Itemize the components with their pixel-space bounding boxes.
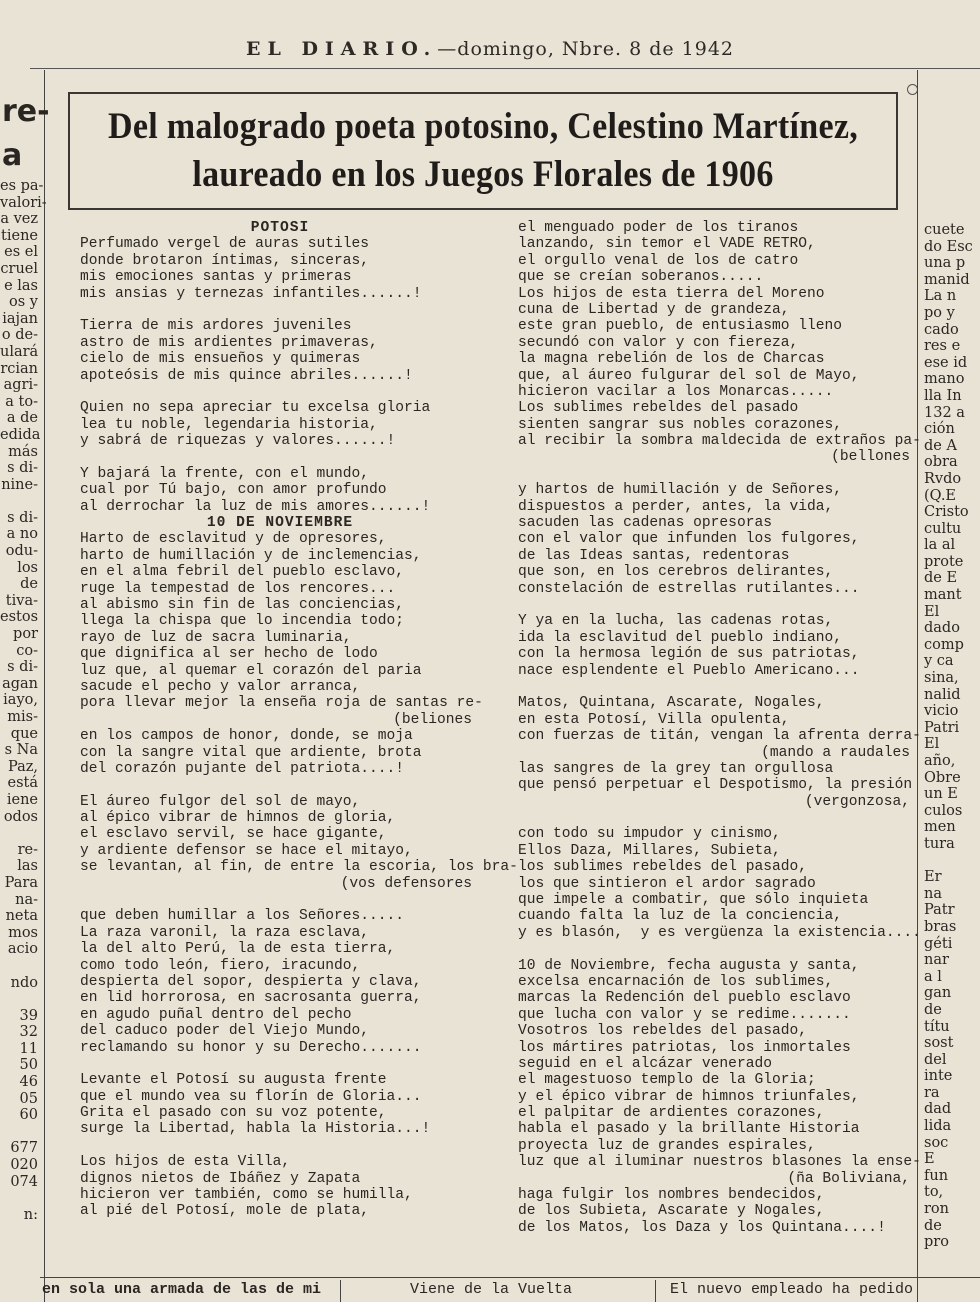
poem-line: Quien no sepa apreciar tu excelsa gloria xyxy=(80,400,431,417)
poem-line: (beliones xyxy=(393,711,472,728)
poem-line: Los sublimes rebeldes del pasado xyxy=(518,400,799,417)
fragment-line: a to- xyxy=(5,393,38,410)
fragment-line: iene xyxy=(6,791,38,808)
poem-line: que pensó perpetuar el Despotismo, la presión xyxy=(518,777,913,794)
fragment-line: inte xyxy=(924,1068,953,1085)
column-divider-left xyxy=(44,70,45,1302)
fragment-line: mano xyxy=(924,371,965,388)
fragment-line: tiene xyxy=(1,227,38,244)
poem-line xyxy=(518,810,918,826)
fragment-line: os y xyxy=(9,294,38,311)
fragment-line: 39 xyxy=(19,1007,38,1024)
fragment-line: La n xyxy=(924,288,957,305)
article-title: Del malogrado poeta potosino, Celestino Martínez, laureado en los Juegos Florales de 1906 xyxy=(107,106,859,195)
poem-column-left xyxy=(80,220,518,1220)
poem-line xyxy=(80,1056,480,1072)
fragment-line: de xyxy=(924,1217,942,1234)
fragment-line: a l xyxy=(924,968,942,985)
poem-section-title: POTOSI xyxy=(250,220,310,236)
poem-line: que dignifica al ser hecho de lodo xyxy=(80,646,378,663)
fragment-line: año, xyxy=(924,753,956,769)
fragment-line: ra xyxy=(924,1084,940,1101)
poem-line: de los Matos, los Daza y los Quintana....! xyxy=(518,1219,886,1236)
fragment-line: mos xyxy=(8,924,38,941)
poem-line: la del alto Perú, la de esta tierra, xyxy=(80,941,396,958)
masthead xyxy=(0,38,980,60)
poem-line: 10 de Noviembre, fecha augusta y santa, xyxy=(518,957,860,974)
poem-line xyxy=(80,892,480,908)
fragment-line: Para xyxy=(4,874,38,891)
poem-line: luz que al iluminar nuestros blasones la ense- xyxy=(518,1154,921,1171)
fragment-line: s di- xyxy=(7,460,38,477)
fragment-line: estos xyxy=(0,609,39,626)
footer-rule xyxy=(40,1277,980,1278)
poem-line: en esta Potosí, Villa opulenta, xyxy=(518,711,790,728)
poem-line: rayo de luz de sacra luminaria, xyxy=(80,629,352,646)
poem-line xyxy=(80,777,480,793)
fragment-line: un E xyxy=(924,786,958,803)
poem-line xyxy=(80,302,480,318)
fragment-line: de A xyxy=(924,437,957,454)
fragment-line: re- xyxy=(17,841,38,858)
fragment-line: po y xyxy=(924,304,955,321)
fragment-line: es el xyxy=(4,244,38,261)
fragment-line: co- xyxy=(16,642,38,659)
fragment-line: E xyxy=(924,1151,935,1168)
fragment-line: fun xyxy=(924,1167,949,1184)
fragment-line: de xyxy=(924,1001,942,1018)
fragment-line: do Esc xyxy=(924,238,973,255)
fragment-line: de E xyxy=(924,570,958,587)
fragment-line: culos xyxy=(924,802,963,819)
fragment-line xyxy=(0,825,38,842)
poem-line: constelación de estrellas rutilantes... xyxy=(518,580,860,597)
fragment-line: valori- xyxy=(0,194,47,211)
poem-line: y el épico vibrar de himnos triunfales, xyxy=(518,1088,860,1105)
left-column-fragment xyxy=(0,90,50,1223)
poem-line: (mando a raudales xyxy=(761,744,910,761)
fragment-line: mis- xyxy=(7,709,38,725)
footer-divider-2 xyxy=(655,1280,656,1302)
fragment-line: la al xyxy=(924,537,956,554)
poem-line: del caduco poder del Viejo Mundo, xyxy=(80,1023,370,1040)
dateline: —domingo, Nbre. 8 de 1942 xyxy=(437,38,735,60)
fragment-line xyxy=(924,853,980,870)
poem-line: cuna de Libertad y de grandeza, xyxy=(518,301,790,318)
poem-line xyxy=(518,679,918,695)
fragment-line: 074 xyxy=(10,1173,38,1190)
poem-line: marcas la Redención del pueblo esclavo xyxy=(518,990,851,1007)
fragment-line: obra xyxy=(924,454,958,471)
poem-line: con la hermosa legión de sus patriotas, xyxy=(518,646,860,663)
poem-line: lanzando, sin temor el VADE RETRO, xyxy=(518,236,816,253)
poem-line: el menguado poder de los tiranos xyxy=(518,220,799,236)
fragment-line: géti xyxy=(924,935,953,952)
poem-line: como todo león, fiero, iracundo, xyxy=(80,957,361,974)
poem-line: los sublimes rebeldes del pasado, xyxy=(518,859,808,876)
fragment-line: s Na xyxy=(4,742,38,759)
poem-line: donde brotaron íntimas, sinceras, xyxy=(80,252,370,269)
fragment-line: Rvdo xyxy=(924,470,962,487)
fragment-line: ese id xyxy=(924,354,968,371)
poem-line: con fuerzas de titán, vengan la afrenta derra- xyxy=(518,728,921,745)
fragment-line: 50 xyxy=(19,1057,38,1074)
fragment-line: rcian xyxy=(0,360,38,377)
poem-line: (vergonzosa, xyxy=(804,793,910,810)
article-title-box xyxy=(68,92,898,210)
fragment-line: soc xyxy=(924,1134,949,1151)
fragment-line: to, xyxy=(924,1184,944,1201)
poem-line: Ellos Daza, Millares, Subieta, xyxy=(518,842,781,859)
fragment-line: prote xyxy=(924,553,964,570)
poem-line: las sangres de la grey tan orgullosa xyxy=(518,760,834,777)
poem-line: el palpitar de ardientes corazones, xyxy=(518,1105,825,1122)
left-column-head: re- a xyxy=(2,94,50,173)
fragment-line: 46 xyxy=(19,1074,38,1091)
poem-line: surge la Libertad, habla la Historia...! xyxy=(80,1121,431,1138)
fragment-line: una p xyxy=(924,255,966,272)
poem-line: harto de humillación y de inclemencias, xyxy=(80,547,422,564)
poem-line: el orgullo venal de los de catro xyxy=(518,252,799,269)
poem-line: Matos, Quintana, Ascarate, Nogales, xyxy=(518,695,825,712)
poem-line: la magna rebelión de los de Charcas xyxy=(518,351,825,368)
poem-line xyxy=(518,941,918,957)
fragment-line: cruel xyxy=(0,260,38,277)
poem-line: hicieron ver también, como se humilla, xyxy=(80,1187,413,1204)
fragment-line: por xyxy=(13,626,38,643)
fragment-line xyxy=(0,1124,38,1141)
footer-middle-text: Viene de la Vuelta xyxy=(410,1281,573,1298)
fragment-line: Patr xyxy=(924,902,955,919)
poem-line: que deben humillar a los Señores..... xyxy=(80,908,405,925)
fragment-line: ulará xyxy=(0,343,39,360)
poem-line: dispuestos a perder, antes, la vida, xyxy=(518,498,834,515)
poem-line: (vos defensores xyxy=(340,875,472,892)
fragment-line xyxy=(0,1190,38,1207)
poem-line: con todo su impudor y cinismo, xyxy=(518,826,781,843)
fragment-line: agan xyxy=(2,675,38,692)
poem-line: Harto de esclavitud y de opresores, xyxy=(80,531,387,548)
fragment-line: nine- xyxy=(1,476,38,493)
fragment-line: Cristo xyxy=(924,504,969,521)
poem-line xyxy=(518,466,918,482)
poem-line: ruge la tempestad de los rencores... xyxy=(80,580,396,597)
poem-line: con el valor que infunden los fulgores, xyxy=(518,531,860,548)
fragment-line: cuete xyxy=(924,222,965,238)
fragment-line: dado xyxy=(924,620,960,637)
fragment-line: Paz, xyxy=(8,758,38,775)
fragment-line: 132 a xyxy=(924,404,965,421)
poem-line: Y bajará la frente, con el mundo, xyxy=(80,465,370,482)
fragment-line: tura xyxy=(924,835,955,852)
poem-line: que, al áureo fulgurar del sol de Mayo, xyxy=(518,367,860,384)
fragment-line: dad xyxy=(924,1101,952,1118)
fragment-line: comp xyxy=(924,636,964,653)
poem-line: al recibir la sombra maldecida de extraños pa- xyxy=(518,433,921,450)
fragment-line: men xyxy=(924,819,956,836)
fragment-line: iajan xyxy=(2,310,38,327)
poem-line xyxy=(80,384,480,400)
poem-line: de las Ideas santas, redentoras xyxy=(518,547,790,564)
fragment-line: 020 xyxy=(10,1157,38,1174)
poem-line: y ardiente defensor se hace el mitayo, xyxy=(80,842,413,859)
poem-line: lea tu noble, legendaria historia, xyxy=(80,416,378,433)
fragment-line: na xyxy=(924,885,942,902)
poem-line: llega la chispa que lo incendia todo; xyxy=(80,613,405,630)
poem-line: Y ya en la lucha, las cadenas rotas, xyxy=(518,613,834,630)
fragment-line: títu xyxy=(924,1018,950,1035)
poem-line: de los Subieta, Ascarate y Nogales, xyxy=(518,1203,825,1220)
poem-line: Los hijos de esta tierra del Moreno xyxy=(518,285,825,302)
poem-line: Perfumado vergel de auras sutiles xyxy=(80,236,370,253)
poem-line: haga fulgir los nombres bendecidos, xyxy=(518,1187,825,1204)
poem-line: sacuden las cadenas opresoras xyxy=(518,515,772,532)
poem-line: Levante el Potosí su augusta frente xyxy=(80,1072,387,1089)
fragment-line: cado xyxy=(924,321,959,338)
fragment-line: res e xyxy=(924,338,961,355)
poem-line: cuando falta la luz de la conciencia, xyxy=(518,908,843,925)
poem-line xyxy=(518,597,918,613)
poem-line: el magestuoso templo de la Gloria; xyxy=(518,1072,816,1089)
fragment-line: nalid xyxy=(924,686,961,703)
fragment-line: ron xyxy=(924,1201,949,1218)
fragment-line xyxy=(0,958,38,975)
fragment-line: Patri xyxy=(924,719,960,736)
fragment-line: mant xyxy=(924,587,962,604)
poem-line: nace esplendente el Pueblo Americano... xyxy=(518,662,860,679)
fragment-line: nar xyxy=(924,952,949,969)
poem-line: Vosotros los rebeldes del pasado, xyxy=(518,1023,808,1040)
poem-line: que lucha con valor y se redime....... xyxy=(518,1006,851,1023)
poem-line: en lid horrorosa, en sacrosanta guerra, xyxy=(80,990,422,1007)
fragment-line: ción xyxy=(924,421,955,438)
poem-line: con la sangre vital que ardiente, brota xyxy=(80,744,422,761)
newspaper-name: EL DIARIO. xyxy=(245,38,438,60)
fragment-line: iayo, xyxy=(3,692,38,709)
poem-line: proyecta luz de grandes espirales, xyxy=(518,1137,816,1154)
poem-line: los mártires patriotas, los inmortales xyxy=(518,1039,851,1056)
poem-line: ida la esclavitud del pueblo indiano, xyxy=(518,629,843,646)
fragment-line: acio xyxy=(7,941,38,958)
poem-line: (ña Boliviana, xyxy=(787,1170,910,1187)
poem-line: despierta del sopor, despierta y clava, xyxy=(80,973,422,990)
poem-line: seguid en el alcázar venerado xyxy=(518,1055,772,1072)
fragment-line: bras xyxy=(924,918,957,935)
poem-line: que impele a combatir, que sólo inquieta xyxy=(518,892,869,909)
right-column-fragment xyxy=(924,222,980,1251)
fragment-line: odu- xyxy=(5,543,38,560)
fragment-line: a vez xyxy=(0,211,38,228)
fragment-line: lida xyxy=(924,1118,952,1135)
fragment-line: y ca xyxy=(924,653,954,670)
poem-line: y sabrá de riquezas y valores......! xyxy=(80,433,396,450)
poem-line: y hartos de humillación y de Señores, xyxy=(518,482,843,499)
fragment-line: más xyxy=(8,443,38,460)
fragment-line: El xyxy=(924,736,940,753)
fragment-line: (Q.E xyxy=(924,487,957,504)
poem-line: del corazón pujante del patriota....! xyxy=(80,760,405,777)
fragment-line: Er xyxy=(924,869,942,886)
fragment-line: las xyxy=(17,858,38,875)
fragment-line: El xyxy=(924,603,940,620)
poem-line: que se creían soberanos..... xyxy=(518,269,764,286)
fragment-line: que xyxy=(10,725,38,742)
poem-line: El áureo fulgor del sol de mayo, xyxy=(80,793,361,810)
fragment-line: cultu xyxy=(924,520,962,537)
fragment-line: sost xyxy=(924,1035,954,1052)
poem-line: que el mundo vea su florín de Gloria... xyxy=(80,1088,422,1105)
fragment-line: sina, xyxy=(924,670,959,687)
poem-line: habla el pasado y la brillante Historia xyxy=(518,1121,860,1138)
fragment-line: s di- xyxy=(7,509,38,526)
fragment-line: a de xyxy=(6,410,38,427)
poem-line: al derrochar la luz de mis amores......! xyxy=(80,498,431,515)
poem-line: cielo de mis ensueños y quimeras xyxy=(80,351,361,368)
fragment-line: neta xyxy=(5,908,38,925)
poem-line: los que sintieron el ardor sagrado xyxy=(518,875,816,892)
fragment-line: o de- xyxy=(1,327,38,344)
poem-line: mis emociones santas y primeras xyxy=(80,269,352,286)
fragment-line: s di- xyxy=(7,659,38,676)
poem-line: Tierra de mis ardores juveniles xyxy=(80,318,352,335)
fragment-line: gan xyxy=(924,985,952,1002)
poem-line: apoteósis de mis quince abriles......! xyxy=(80,367,413,384)
poem-line: al abismo sin fin de las conciencias, xyxy=(80,596,405,613)
poem-line: mis ansias y ternezas infantiles......! xyxy=(80,285,422,302)
fragment-line: es pa- xyxy=(0,178,44,194)
poem-line xyxy=(80,1138,480,1154)
fragment-line: a no xyxy=(6,526,38,543)
fragment-line: 677 xyxy=(10,1140,38,1157)
fragment-line: vicio xyxy=(924,703,959,720)
poem-line: astro de mis ardientes primaveras, xyxy=(80,334,378,351)
poem-line: se levantan, al fin, de entre la escoria, los bra- xyxy=(80,859,518,876)
poem-line: (bellones xyxy=(831,449,910,466)
fragment-line: los xyxy=(17,559,38,576)
fragment-line: lla In xyxy=(924,387,962,404)
poem-line: luz que, al quemar el corazón del paria xyxy=(80,662,422,679)
poem-line: pora llevar mejor la enseña roja de santas re- xyxy=(80,695,483,712)
fragment-line: n: xyxy=(23,1206,38,1223)
poem-line: y es blasón, y es vergüenza la existencia.... xyxy=(518,924,921,941)
fragment-line: manid xyxy=(924,271,970,288)
poem-line: dignos nietos de Ibáñez y Zapata xyxy=(80,1170,361,1187)
fragment-line xyxy=(0,991,38,1008)
footer-divider-1 xyxy=(340,1280,341,1302)
poem-line: que son, en los cerebros delirantes, xyxy=(518,564,834,581)
poem-line: al épico vibrar de himnos de gloria, xyxy=(80,810,396,827)
fragment-line: ndo xyxy=(10,974,38,991)
poem-line: este gran pueblo, de entusiasmo lleno xyxy=(518,318,843,335)
fragment-line: 60 xyxy=(19,1107,38,1124)
footer-left-text: en sola una armada de las de mi xyxy=(42,1281,322,1298)
poem-line: Los hijos de esta Villa, xyxy=(80,1154,291,1171)
fragment-line: 11 xyxy=(19,1040,38,1057)
poem-line: en los campos de honor, donde, se moja xyxy=(80,728,413,745)
fragment-line: de xyxy=(20,576,38,593)
fragment-line: 32 xyxy=(19,1024,38,1041)
poem-line: secundó con valor y con fiereza, xyxy=(518,334,799,351)
poem-column-right xyxy=(518,220,921,1236)
poem-line: en agudo puñal dentro del pecho xyxy=(80,1006,352,1023)
fragment-line: e las xyxy=(4,277,38,294)
fragment-line xyxy=(0,493,38,510)
fragment-line: agri- xyxy=(3,377,38,394)
header-rule xyxy=(30,68,980,69)
poem-line: en el alma febril del pueblo esclavo, xyxy=(80,564,405,581)
fragment-line: del xyxy=(924,1051,947,1068)
fragment-line: Obre xyxy=(924,769,961,786)
fragment-line: tiva- xyxy=(5,592,38,609)
poem-section-title: 10 DE NOVIEMBRE xyxy=(206,515,354,532)
poem-line: hicieron vacilar a los Monarcas..... xyxy=(518,383,834,400)
poem-line: al pié del Potosí, mole de plata, xyxy=(80,1203,370,1220)
fragment-line: 05 xyxy=(19,1090,38,1107)
poem-line: sacude el pecho y valor arranca, xyxy=(80,678,361,695)
poem-line: La raza varonil, la raza esclava, xyxy=(80,924,370,941)
fragment-line: odos xyxy=(3,808,38,825)
poem-line: excelsa encarnación de los sublimes, xyxy=(518,973,834,990)
poem-line: reclamando su honor y su Derecho....... xyxy=(80,1039,422,1056)
fragment-line: pro xyxy=(924,1234,949,1251)
poem-line xyxy=(80,449,480,465)
footer-right-text: El nuevo empleado ha pedido xyxy=(670,1281,914,1298)
poem-line: cual por Tú bajo, con amor profundo xyxy=(80,482,387,499)
fragment-line: está xyxy=(7,775,38,792)
poem-line: Grita el pasado con su voz potente, xyxy=(80,1105,387,1122)
fragment-line: na- xyxy=(15,891,38,908)
poem-line: sienten sangrar sus nobles corazones, xyxy=(518,416,843,433)
fragment-line: edida xyxy=(0,426,41,443)
poem-line: el esclavo servil, se hace gigante, xyxy=(80,826,387,843)
